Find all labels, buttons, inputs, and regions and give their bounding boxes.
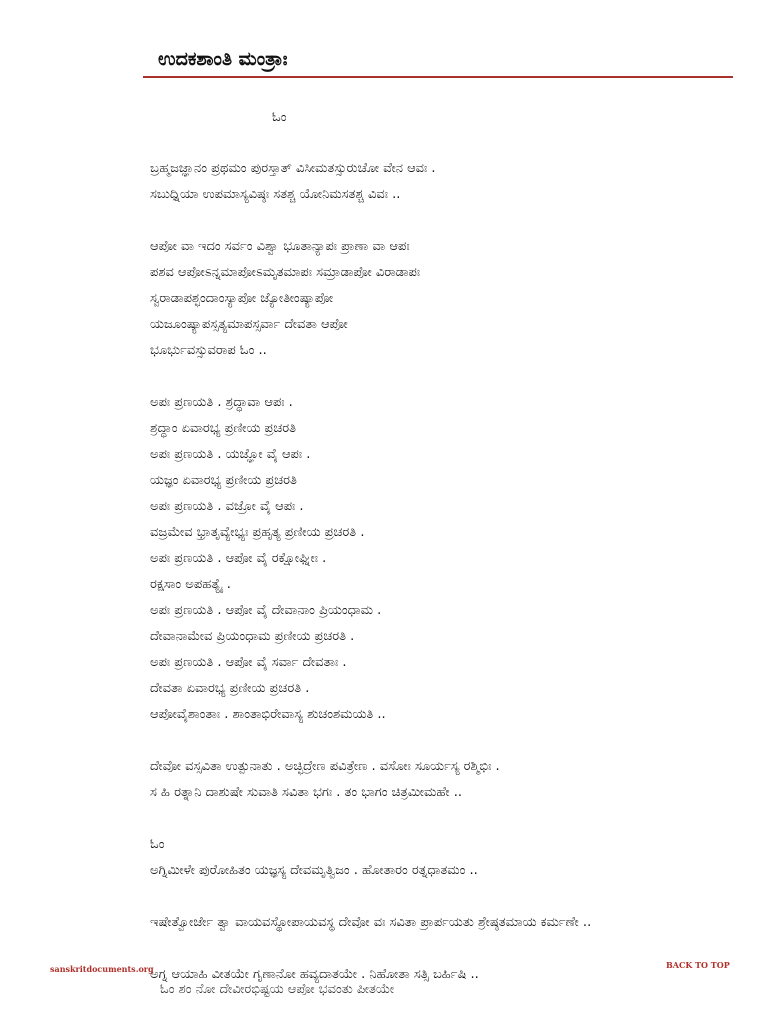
stanza (150, 832, 750, 884)
om-heading: ಓಂ (272, 110, 287, 125)
back-to-top-link[interactable]: BACK TO TOP (666, 960, 730, 970)
verse-line: ಆಪೋ ವಾ ಇದಂ ಸರ್ವಂ ವಿಶ್ವಾ ಭೂತಾನ್ಯಾಪಃ ಪ್ರಾಣಾ ವಾ ಆಪಃ (150, 239, 410, 254)
verse-line: ಇಷೇತ್ವೋರ್ಜೇ ತ್ವಾ ವಾಯವಸ್ಥೋಪಾಯವಸ್ಥ ದೇವೋ ವಃ ಸವಿತಾ ಪ್ರಾರ್ಪಯತು ಶ್ರೇಷ್ಠತಮಾಯ ಕರ್ಮಣೇ .. (150, 915, 592, 930)
page-title: ಉದಕಶಾಂತಿ ಮಂತ್ರಾಃ (158, 48, 288, 70)
verse-line: ದೇವೋ ವಸ್ಸವಿತಾ ಉತ್ಪುನಾತು . ಅಚ್ಛಿದ್ರೇಣ ಪವಿತ್ರೇಣ . ವಸೋಃ ಸೂರ್ಯಸ್ಯ ರಶ್ಮಿಭಿಃ . (150, 759, 500, 774)
verse-line: ಸ ಹಿ ರತ್ನಾನಿ ದಾಶುಷೇ ಸುವಾತಿ ಸವಿತಾ ಭಗಃ . ತಂ ಭಾಗಂ ಚಿತ್ರಮೀಮಹೇ .. (150, 785, 463, 800)
cut-off-line: ಓಂ ಶಂ ನೋ ದೇವೀರಭಿಷ್ಟಯ ಆಪೋ ಭವಂತು ಪೀತಯೇ (160, 982, 395, 997)
verse-line: ಸ್ವರಾಡಾಪಶ್ಛಂದಾಂಸ್ಯಾಪೋ ಜ್ಯೋತೀಂಷ್ಯಾಪೋ (150, 291, 334, 306)
verse-line: ದೇವಾನಾಮೇವ ಪ್ರಿಯಂಧಾಮ ಪ್ರಣೀಯ ಪ್ರಚರತಿ . (150, 629, 355, 644)
stanza (150, 390, 750, 728)
site-link[interactable]: sanskritdocuments.org (50, 964, 154, 974)
verse-line: ಓಂ (150, 837, 165, 852)
verse-line: ಅಪಃ ಪ್ರಣಯತಿ . ಶ್ರದ್ಧಾವಾ ಆಪಃ . (150, 395, 293, 410)
verse-line: ಅಪಃ ಪ್ರಣಯತಿ . ಆಪೋ ವೈ ಸರ್ವಾ ದೇವತಾಃ . (150, 655, 347, 670)
verse-line: ಶ್ರದ್ಧಾಂ ಏವಾರಭ್ಯ ಪ್ರಣೀಯ ಪ್ರಚರತಿ (150, 421, 297, 436)
verse-line: ರಕ್ಷಸಾಂ ಅಪಹತ್ಯೈ . (150, 577, 231, 592)
verse-line: ಅಪಃ ಪ್ರಣಯತಿ . ಆಪೋ ವೈ ದೇವಾನಾಂ ಪ್ರಿಯಂಧಾಮ . (150, 603, 382, 618)
verse-line: ದೇವತಾ ಏವಾರಭ್ಯ ಪ್ರಣೀಯ ಪ್ರಚರತಿ . (150, 681, 310, 696)
verse-line: ಅಪಃ ಪ್ರಣಯತಿ . ಯಜ್ಞೋ ವೈ ಆಪಃ . (150, 447, 311, 462)
verse-line: ಭೂರ್ಭುವಸ್ಸುವರಾಪ ಓಂ .. (150, 343, 267, 358)
stanza (150, 754, 750, 806)
stanza (150, 234, 750, 364)
verse-line: ಯಜ್ಞಂ ಏವಾರಭ್ಯ ಪ್ರಣೀಯ ಪ್ರಚರತಿ (150, 473, 297, 488)
stanza (150, 156, 750, 208)
stanza (150, 910, 750, 936)
verse-line: ಅಗ್ನ ಆಯಾಹಿ ವೀತಯೇ ಗೃಣಾನೋ ಹವ್ಯದಾತಯೇ . ನಿಹೋತಾ ಸತ್ಸಿ ಬರ್ಹಿಷಿ .. (150, 967, 479, 982)
verse-line: ಆಪೋವೈಶಾಂತಾಃ . ಶಾಂತಾಭಿರೇವಾಸ್ಯ ಶುಚಂಶಮಯತಿ .. (150, 707, 386, 722)
verse-line: ಬ್ರಹ್ಮಜಜ್ಞಾನಂ ಪ್ರಥಮಂ ಪುರಸ್ತಾತ್ ವಿಸೀಮತಸ್ಸುರುಚೋ ವೇನ ಆವಃ . (150, 161, 436, 176)
verse-line: ಅಪಃ ಪ್ರಣಯತಿ . ಆಪೋ ವೈ ರಕ್ಷೋಘ್ನೀಃ . (150, 551, 327, 566)
verse-line: ಅಗ್ನಿಮೀಳೇ ಪುರೋಹಿತಂ ಯಜ್ಞಸ್ಯ ದೇವಮೃತ್ವಿಜಂ . ಹೋತಾರಂ ರತ್ನಧಾತಮಂ .. (150, 863, 478, 878)
title-rule (143, 76, 733, 78)
verse-line: ವಜ್ರಮೇವ ಭ್ರಾತೃವ್ಯೇಭ್ಯಃ ಪ್ರಹೃತ್ಯ ಪ್ರಣೀಯ ಪ್ರಚರತಿ . (150, 525, 365, 540)
verse-line: ಯಜೂಂಷ್ಯಾಪಸ್ಸತ್ಯಮಾಪಸ್ಸರ್ವಾ ದೇವತಾ ಆಪೋ (150, 317, 348, 332)
verse-line: ಪಶವ ಆಪೋಽನ್ನಮಾಪೋಽಮೃತಮಾಪಃ ಸಮ್ರಾಡಾಪೋ ವಿರಾಡಾಪಃ (150, 265, 421, 280)
verse-line: ಅಪಃ ಪ್ರಣಯತಿ . ವಜ್ರೋ ವೈ ಆಪಃ . (150, 499, 304, 514)
verse-line: ಸಬುಧ್ನಿಯಾ ಉಪಮಾಸ್ಯವಿಷ್ಠಃ ಸತಶ್ಚ ಯೋನಿಮಸತಶ್ಚ ವಿವಃ .. (150, 187, 401, 202)
